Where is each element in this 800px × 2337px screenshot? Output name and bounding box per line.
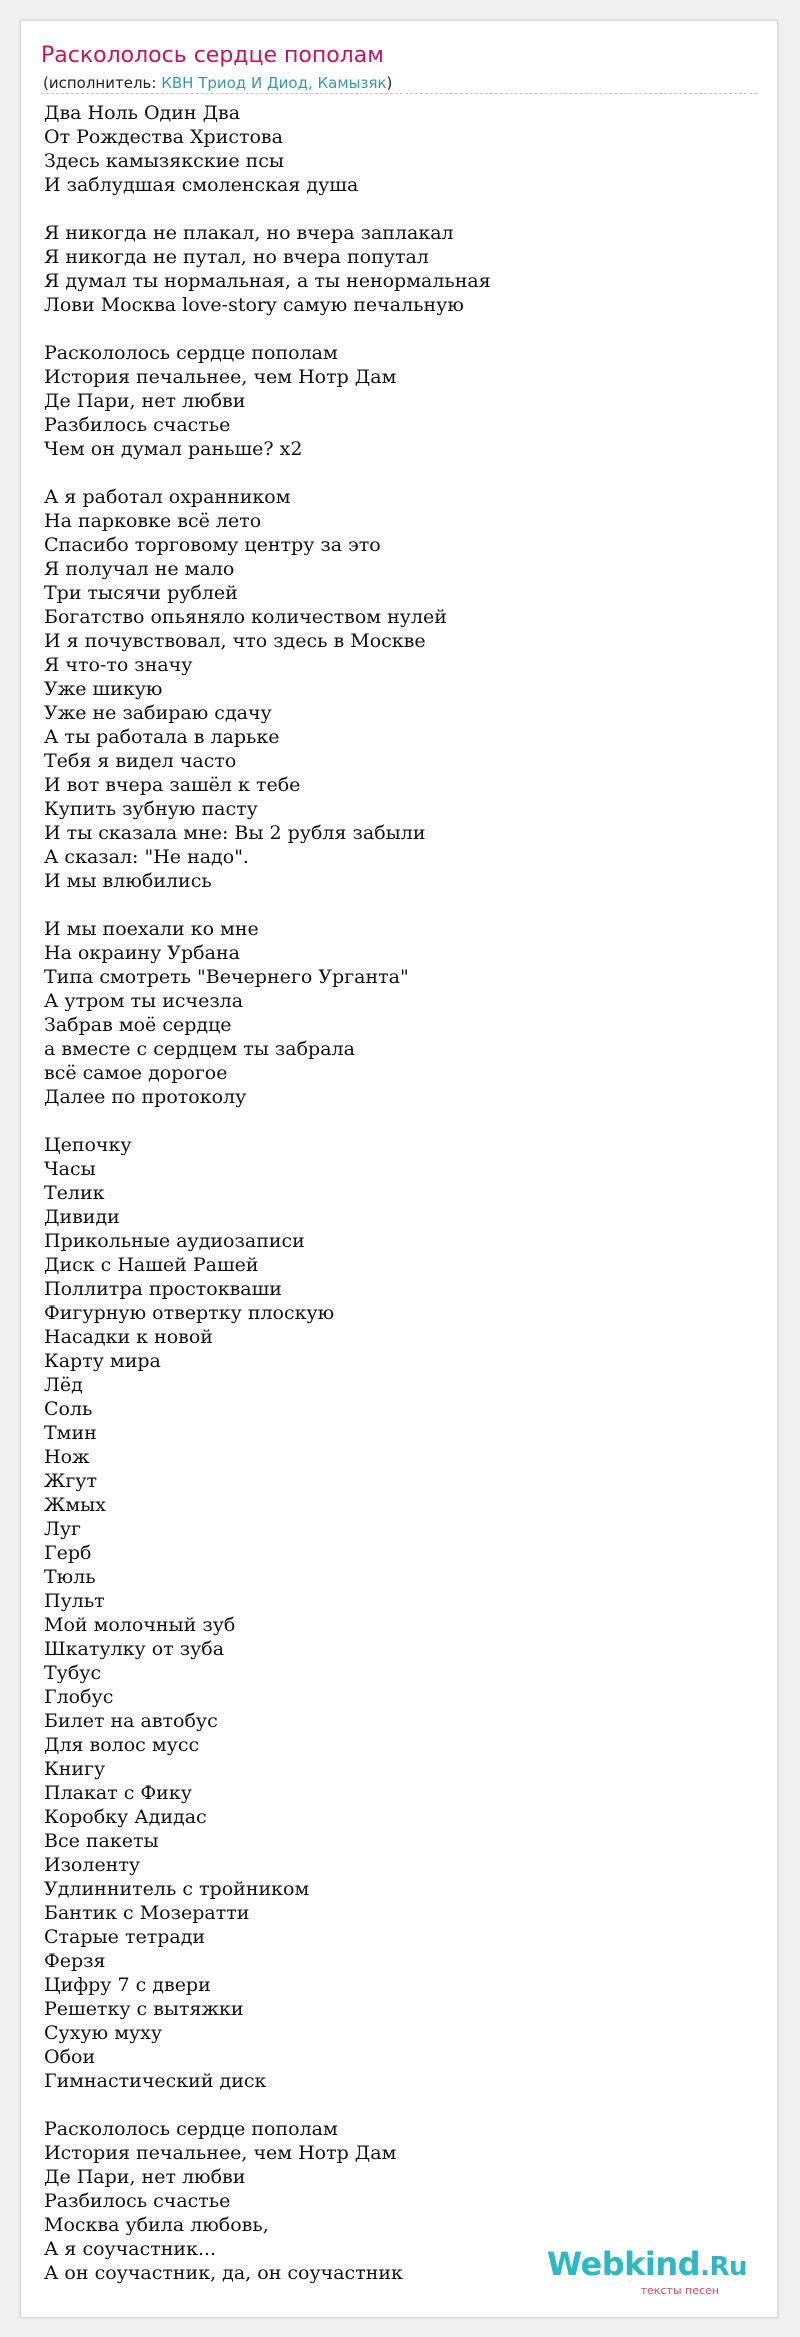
lyric-line: Раскололось сердце пополам [44,2118,338,2140]
lyric-line: Поллитра простокваши [44,1278,282,1300]
lyric-line: И вот вчера зашёл к тебе [44,774,301,796]
lyric-line: И заблудшая смоленская душа [44,174,359,196]
lyric-line: Герб [44,1542,92,1564]
lyric-line: А ты работала в ларьке [44,726,280,748]
lyric-line: Раскололось сердце пополам [44,342,338,364]
lyric-line: Тебя я видел часто [44,750,237,772]
lyric-line: Глобус [44,1686,114,1708]
lyric-line: Билет на автобус [44,1710,218,1732]
lyric-line: Здесь камызякские псы [44,150,285,172]
lyric-line: Далее по протоколу [44,1086,247,1108]
header-divider [41,93,757,94]
logo-main-text: Webkind [546,2245,701,2283]
lyric-line: Ферзя [44,1950,106,1972]
lyrics-text [44,101,491,2285]
lyric-line: Гимнастический диск [44,2070,267,2092]
lyric-line: всё самое дорогое [44,1062,228,1084]
lyric-line: Тубус [44,1662,102,1684]
lyric-line: а вместе с сердцем ты забрала [44,1038,355,1060]
lyric-line: Шкатулку от зуба [44,1638,225,1660]
lyric-line: Соль [44,1398,93,1420]
lyric-line: Купить зубную пасту [44,798,258,820]
lyric-line: Часы [44,1158,96,1180]
performer-link[interactable]: КВН Триод И Диод, Камызяк [161,74,387,92]
lyric-line: Обои [44,2046,96,2068]
lyric-line: Пульт [44,1590,105,1612]
performer-prefix: (исполнитель: [43,74,162,92]
lyric-line: А сказал: "Не надо". [44,846,249,868]
lyric-line: Я что-то значу [44,654,193,676]
performer-line [43,72,392,94]
lyric-line: Луг [44,1518,81,1540]
lyric-line: И я почувствовал, что здесь в Москве [44,630,426,652]
lyric-line: Изоленту [44,1854,141,1876]
lyric-line: Лёд [44,1374,83,1396]
lyric-line: Я никогда не путал, но вчера попутал [44,246,429,268]
lyric-line: Решетку с вытяжки [44,1998,244,2020]
lyric-line: Чем он думал раньше? x2 [44,438,303,460]
lyric-line: Богатство опьяняло количеством нулей [44,606,447,628]
lyric-line: Цифру 7 с двери [44,1974,211,1996]
lyric-line: Все пакеты [44,1830,159,1852]
lyric-line: Насадки к новой [44,1326,213,1348]
lyric-line: Я думал ты нормальная, а ты ненормальная [44,270,491,292]
lyric-line: Забрав моё сердце [44,1014,232,1036]
lyric-line: Старые тетради [44,1926,206,1948]
lyric-line: Разбилось счастье [44,414,231,436]
lyric-line: Два Ноль Один Два [44,102,241,124]
lyric-line: Нож [44,1446,90,1468]
lyric-line: От Рождества Христова [44,126,283,148]
lyric-line: Карту мира [44,1350,161,1372]
logo-tld: .Ru [700,2252,747,2282]
performer-suffix: ) [386,74,393,92]
lyric-line: Я получал не мало [44,558,235,580]
lyric-line: Книгу [44,1758,106,1780]
lyric-line: Коробку Адидас [44,1806,207,1828]
lyric-line: Диск с Нашей Рашей [44,1254,259,1276]
lyric-line: Для волос мусс [44,1734,200,1756]
lyric-line: На парковке всё лето [44,510,262,532]
stanza-gap [44,197,491,221]
lyric-line: История печальнее, чем Нотр Дам [44,2142,397,2164]
stanza-gap [44,2093,491,2117]
lyric-line: На окраину Урбана [44,942,240,964]
lyric-line: Прикольные аудиозаписи [44,1230,305,1252]
lyric-line: Телик [44,1182,105,1204]
lyric-line: Де Пари, нет любви [44,2166,246,2188]
lyric-line: Спасибо торговому центру за это [44,534,381,556]
logo-wordmark [547,2247,747,2284]
lyrics-card [20,20,778,2318]
lyric-line: Де Пари, нет любви [44,390,246,412]
stanza-gap [44,893,491,917]
lyric-line: И мы поехали ко мне [44,918,259,940]
lyric-line: Фигурную отвертку плоскую [44,1302,335,1324]
lyric-line: Тюль [44,1566,96,1588]
lyric-line: Москва убила любовь, [44,2214,269,2236]
lyric-line: Цепочку [44,1134,132,1156]
lyric-line: И ты сказала мне: Вы 2 рубля забыли [44,822,426,844]
lyric-line: Дивиди [44,1206,120,1228]
lyric-line: Уже шикую [44,678,163,700]
lyric-line: Мой молочный зуб [44,1614,236,1636]
lyric-line: Удлиннитель с тройником [44,1878,310,1900]
lyric-line: Разбилось счастье [44,2190,231,2212]
stanza-gap [44,1109,491,1133]
lyric-line: Три тысячи рублей [44,582,238,604]
lyric-line: Сухую муху [44,2022,163,2044]
lyric-line: А он соучастник, да, он соучастник [44,2262,403,2284]
lyric-line: Плакат с Фику [44,1782,192,1804]
site-logo[interactable] [547,2247,747,2297]
lyric-line: А я работал охранником [44,486,291,508]
lyric-line: Тмин [44,1422,97,1444]
song-title: Раскололось сердце пополам [41,43,384,68]
lyric-line: Типа смотреть "Вечернего Урганта" [44,966,409,988]
stanza-gap [44,317,491,341]
lyric-line: Я никогда не плакал, но вчера заплакал [44,222,454,244]
lyric-line: Лови Москва love-story самую печальную [44,294,464,316]
logo-tagline: тексты песен [640,2284,719,2297]
lyric-line: История печальнее, чем Нотр Дам [44,366,397,388]
lyric-line: А утром ты исчезла [44,990,244,1012]
lyric-line: И мы влюбились [44,870,212,892]
lyric-line: А я соучастник... [44,2238,217,2260]
stanza-gap [44,461,491,485]
lyric-line: Жмых [44,1494,106,1516]
lyric-line: Бантик с Мозератти [44,1902,250,1924]
lyric-line: Уже не забираю сдачу [44,702,272,724]
lyric-line: Жгут [44,1470,97,1492]
